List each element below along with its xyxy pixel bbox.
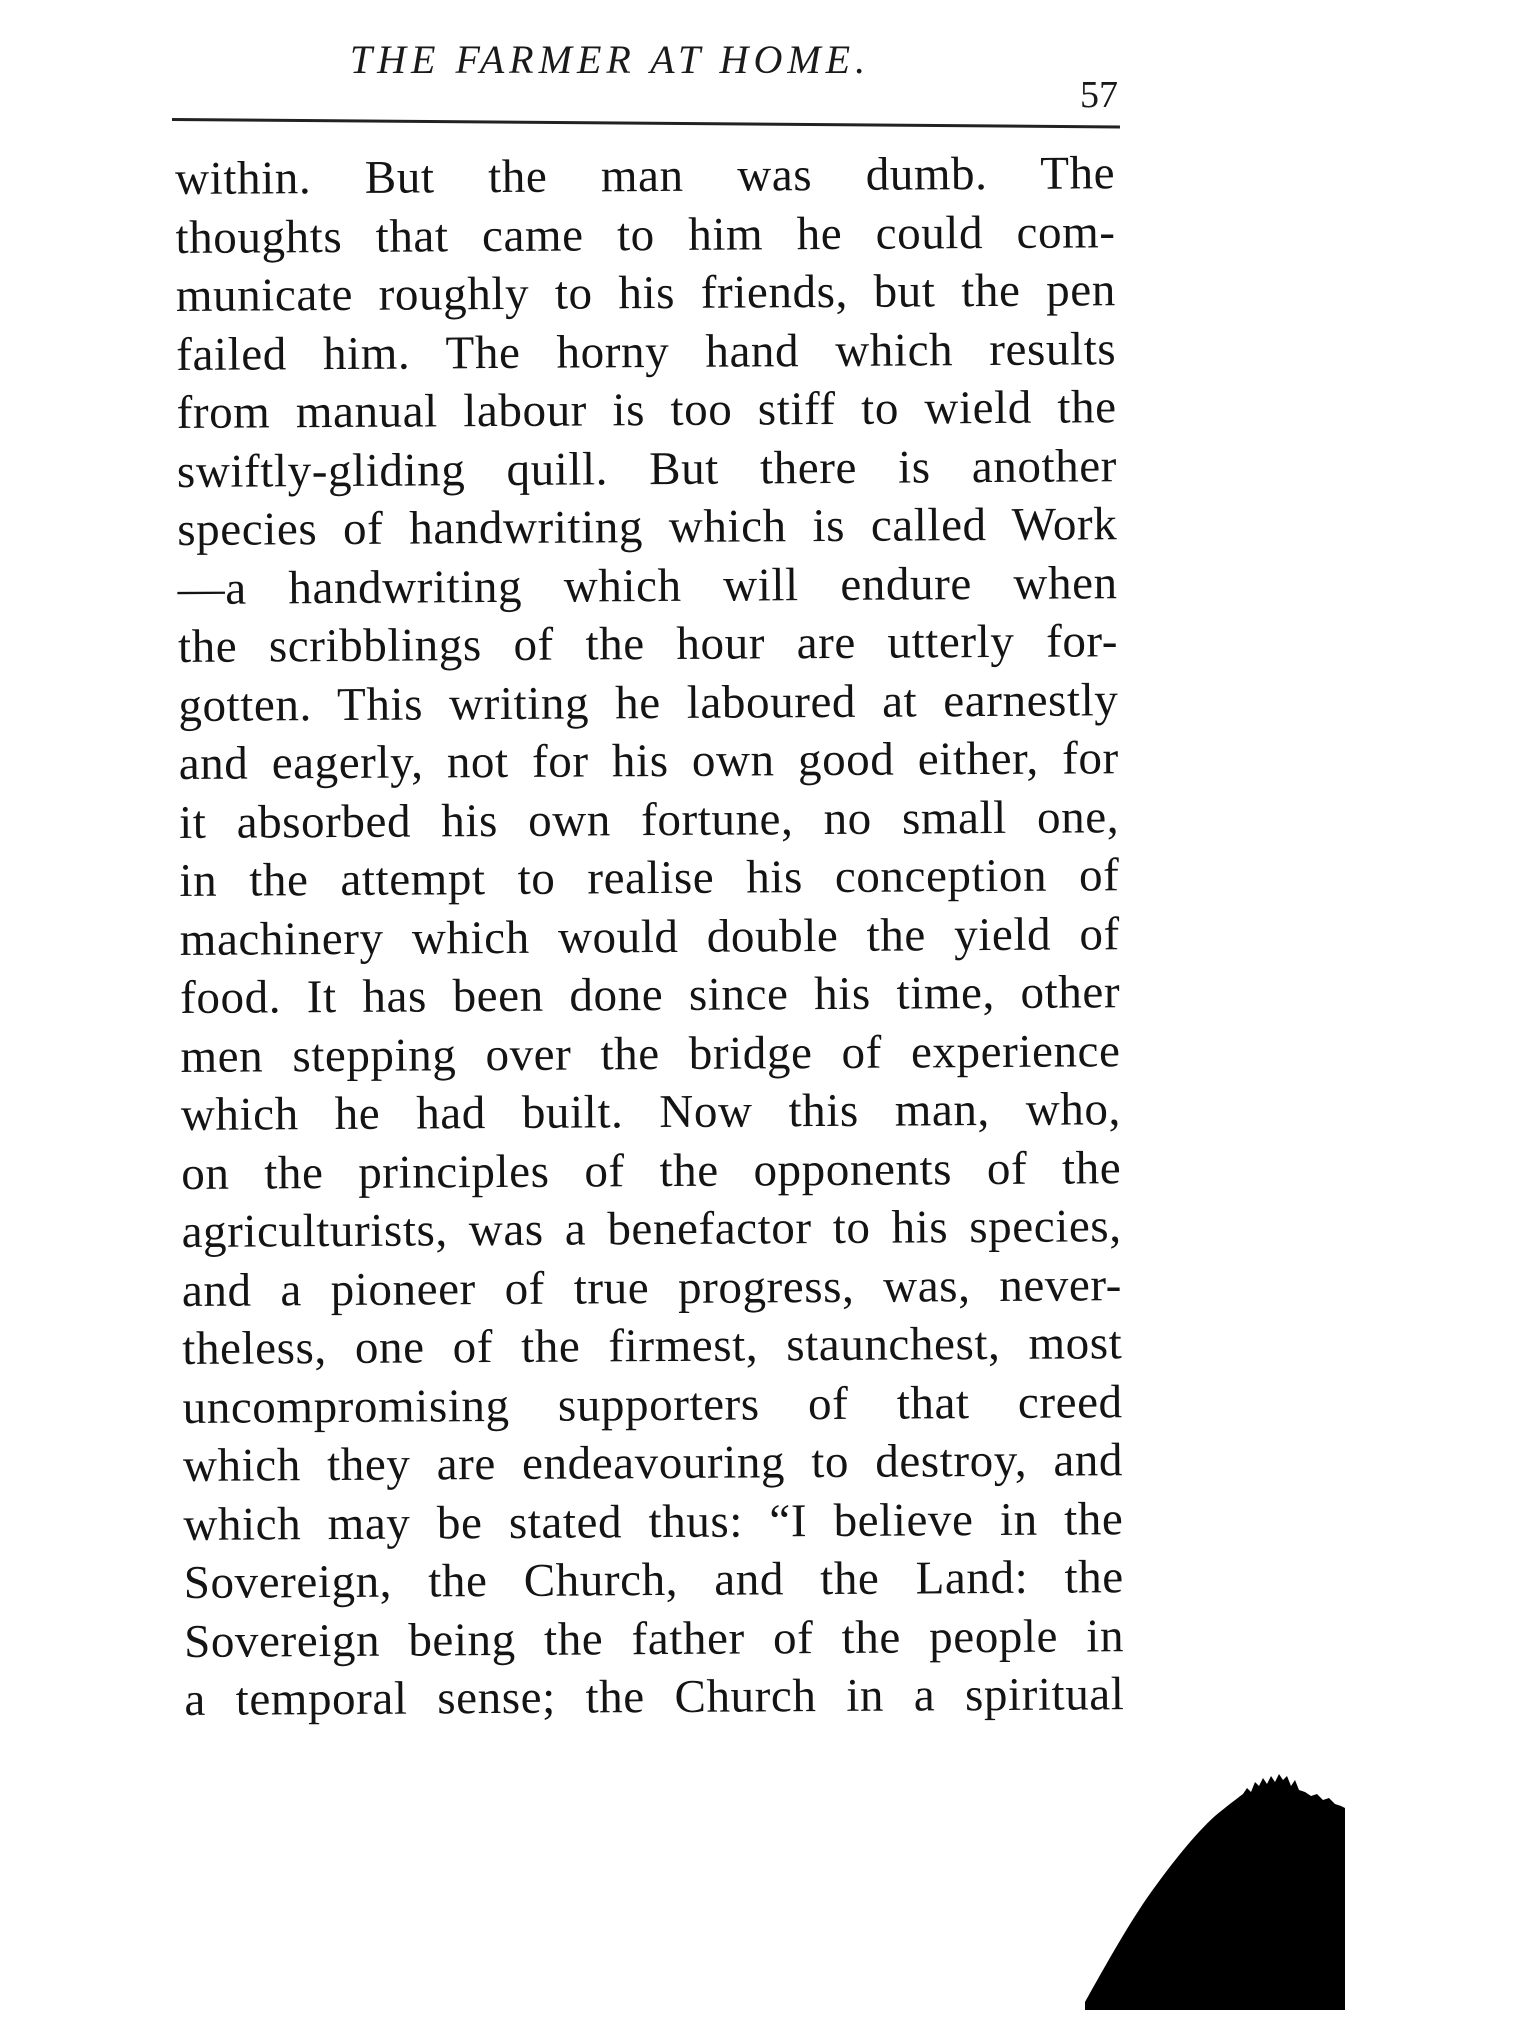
text-line: which he had built. Now this man, who,: [180, 1083, 1122, 1141]
text-line: agriculturists, was a benefactor to his species,: [181, 1200, 1122, 1258]
text-line: men stepping over the bridge of experience: [180, 1024, 1121, 1083]
text-line: on the principles of the opponents of the: [181, 1141, 1122, 1200]
page-number: 57: [1080, 74, 1118, 116]
text-line: machinery which would double the yield of: [179, 907, 1120, 966]
text-line: a temporal sense; the Church in a spiritual: [184, 1668, 1125, 1726]
text-line: which they are endeavouring to destroy, and: [182, 1434, 1124, 1492]
text-line: and eagerly, not for his own good either, for: [178, 732, 1119, 790]
header-rule: [172, 118, 1120, 128]
text-line: swiftly-gliding quill. But there is another: [176, 439, 1118, 498]
text-line: in the attempt to realise his conception of: [179, 849, 1120, 907]
text-line: which may be stated thus: “I believe in the: [183, 1492, 1124, 1551]
text-line: Sovereign, the Church, and the Land: the: [183, 1551, 1124, 1609]
running-title: THE FARMER AT HOME.: [349, 37, 871, 82]
text-line: the scribblings of the hour are utterly for-: [177, 615, 1119, 673]
text-line: Sovereign being the father of the people in: [183, 1609, 1125, 1668]
text-line: —a handwriting which will endure when: [177, 556, 1118, 615]
scan-shadow-blot: [1085, 1770, 1345, 2010]
text-line: within. But the man was dumb. The: [175, 147, 1116, 205]
text-line: municate roughly to his friends, but the pen: [175, 264, 1117, 322]
text-line: gotten. This writing he laboured at earnestly: [178, 673, 1119, 732]
text-line: thoughts that came to him he could com-: [175, 205, 1116, 264]
text-line: from manual labour is too stiff to wield the: [176, 381, 1117, 439]
text-line: and a pioneer of true progress, was, never-: [181, 1258, 1123, 1317]
text-line: uncompromising supporters of that creed: [182, 1375, 1123, 1434]
text-line: food. It has been done since his time, other: [180, 966, 1121, 1024]
body-text: [175, 144, 1125, 1729]
text-line: failed him. The horny hand which results: [176, 322, 1117, 381]
text-line: it absorbed his own fortune, no small one,: [178, 790, 1120, 849]
text-line: theless, one of the firmest, staunchest, most: [182, 1317, 1123, 1375]
text-line: species of handwriting which is called Work: [177, 498, 1118, 556]
